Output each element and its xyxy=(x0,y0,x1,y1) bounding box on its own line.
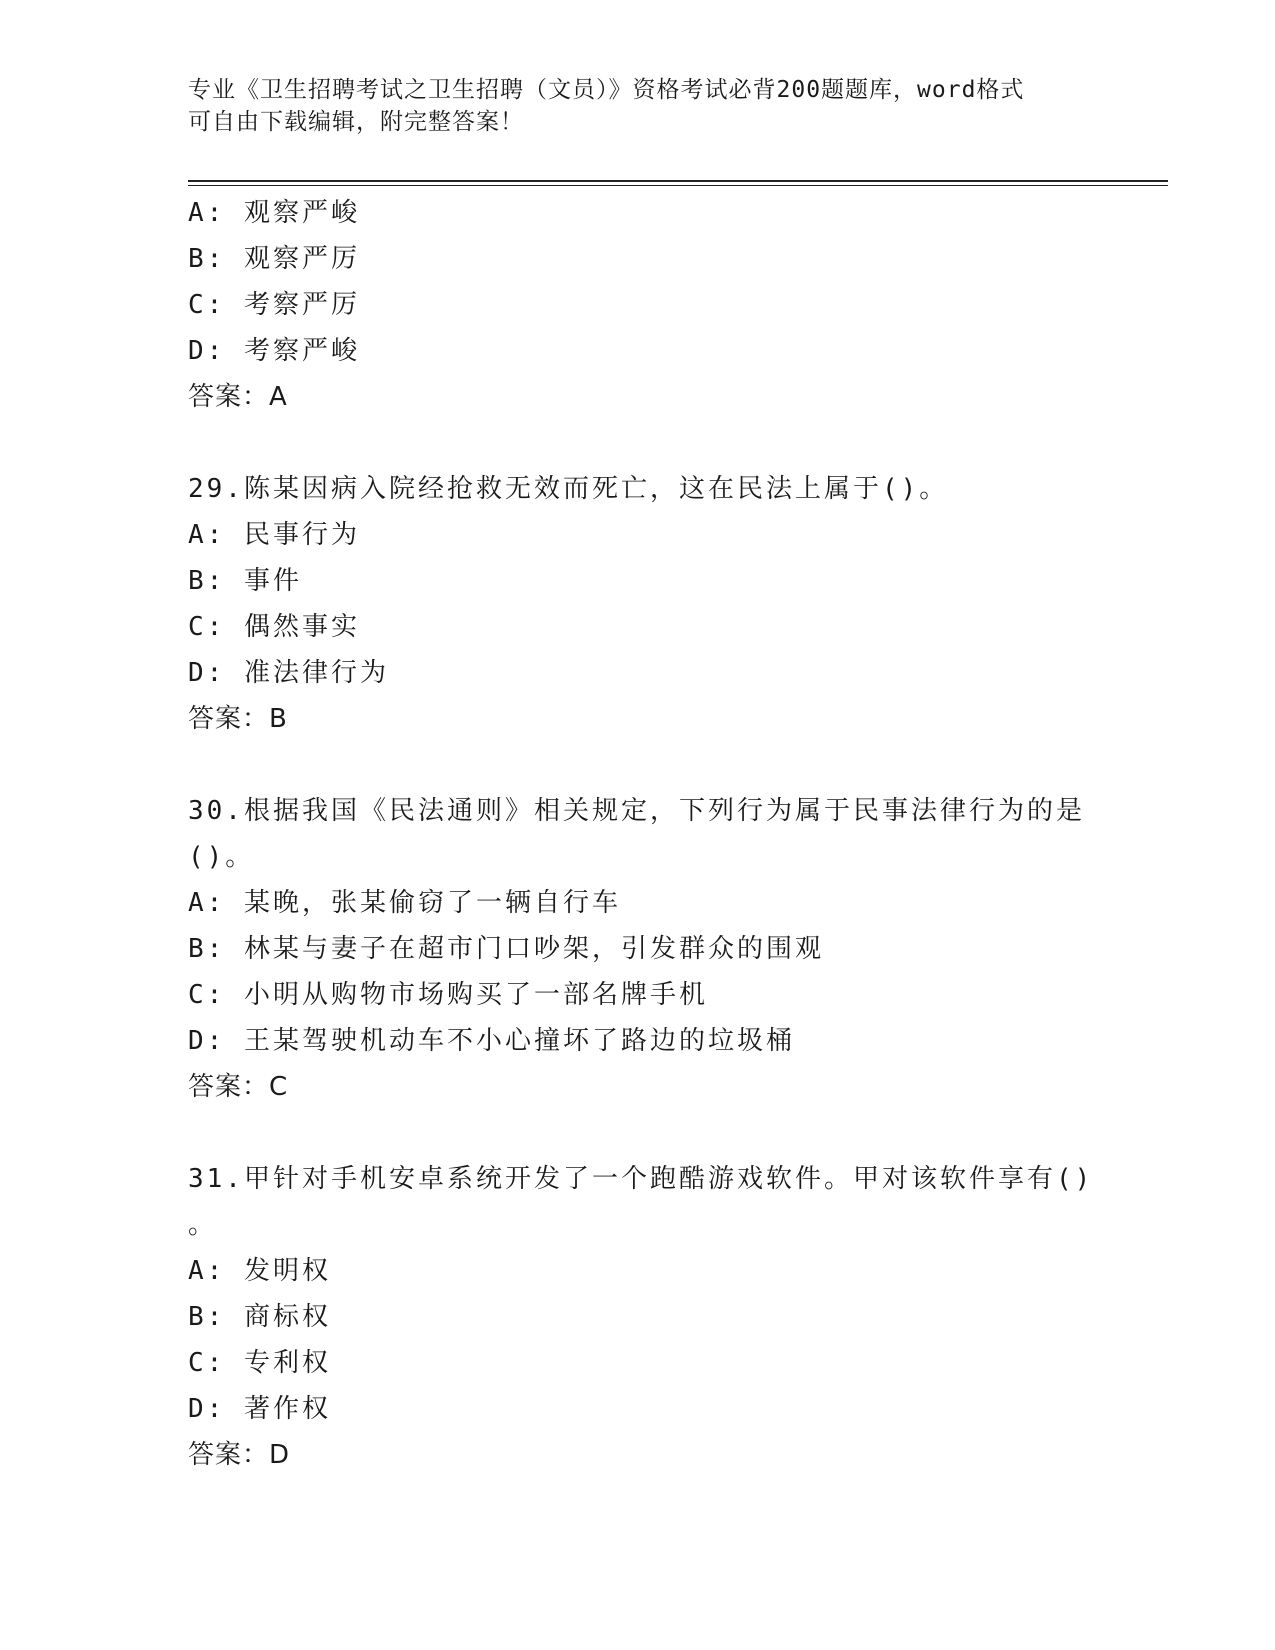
answer-line: 答案：D xyxy=(188,1440,291,1470)
option-c: C: 小明从购物市场购买了一部名牌手机 xyxy=(188,980,708,1010)
option-a: A: 发明权 xyxy=(188,1256,331,1286)
header-divider-thick xyxy=(188,180,1168,182)
question-list xyxy=(188,190,1168,1478)
question-text-line-2: ()。 xyxy=(188,842,255,872)
spacer xyxy=(188,742,1168,788)
question-31 xyxy=(188,1156,1168,1478)
option-b: B: 商标权 xyxy=(188,1302,331,1332)
question-text-line-2: 。 xyxy=(188,1210,218,1240)
question-28 xyxy=(188,190,1168,420)
header-divider-thin xyxy=(188,185,1168,186)
answer-line: 答案：A xyxy=(188,382,288,412)
option-c: C: 考察严厉 xyxy=(188,290,360,320)
option-d: D: 王某驾驶机动车不小心撞坏了路边的垃圾桶 xyxy=(188,1026,795,1056)
spacer xyxy=(188,420,1168,466)
option-b: B: 事件 xyxy=(188,566,302,596)
answer-line: 答案：C xyxy=(188,1072,289,1102)
question-text-line-1: 30.根据我国《民法通则》相关规定，下列行为属于民事法律行为的是 xyxy=(188,796,1085,826)
option-c: C: 专利权 xyxy=(188,1348,331,1378)
document-header xyxy=(188,74,1068,138)
option-d: D: 考察严峻 xyxy=(188,336,360,366)
option-a: A: 民事行为 xyxy=(188,520,360,550)
question-text: 29.陈某因病入院经抢救无效而死亡，这在民法上属于()。 xyxy=(188,474,949,504)
spacer xyxy=(188,1110,1168,1156)
option-b: B: 林某与妻子在超市门口吵架，引发群众的围观 xyxy=(188,934,824,964)
answer-line: 答案：B xyxy=(188,704,288,734)
question-29 xyxy=(188,466,1168,742)
header-line-2: 可自由下载编辑，附完整答案！ xyxy=(188,109,524,135)
option-d: D: 著作权 xyxy=(188,1394,331,1424)
question-text-line-1: 31.甲针对手机安卓系统开发了一个跑酷游戏软件。甲对该软件享有() xyxy=(188,1164,1094,1194)
option-d: D: 准法律行为 xyxy=(188,658,389,688)
header-line-1: 专业《卫生招聘考试之卫生招聘（文员）》资格考试必背200题题库，word格式 xyxy=(188,77,1025,103)
option-a: A: 观察严峻 xyxy=(188,198,360,228)
option-b: B: 观察严厉 xyxy=(188,244,360,274)
option-a: A: 某晚，张某偷窃了一辆自行车 xyxy=(188,888,621,918)
option-c: C: 偶然事实 xyxy=(188,612,360,642)
question-30 xyxy=(188,788,1168,1110)
